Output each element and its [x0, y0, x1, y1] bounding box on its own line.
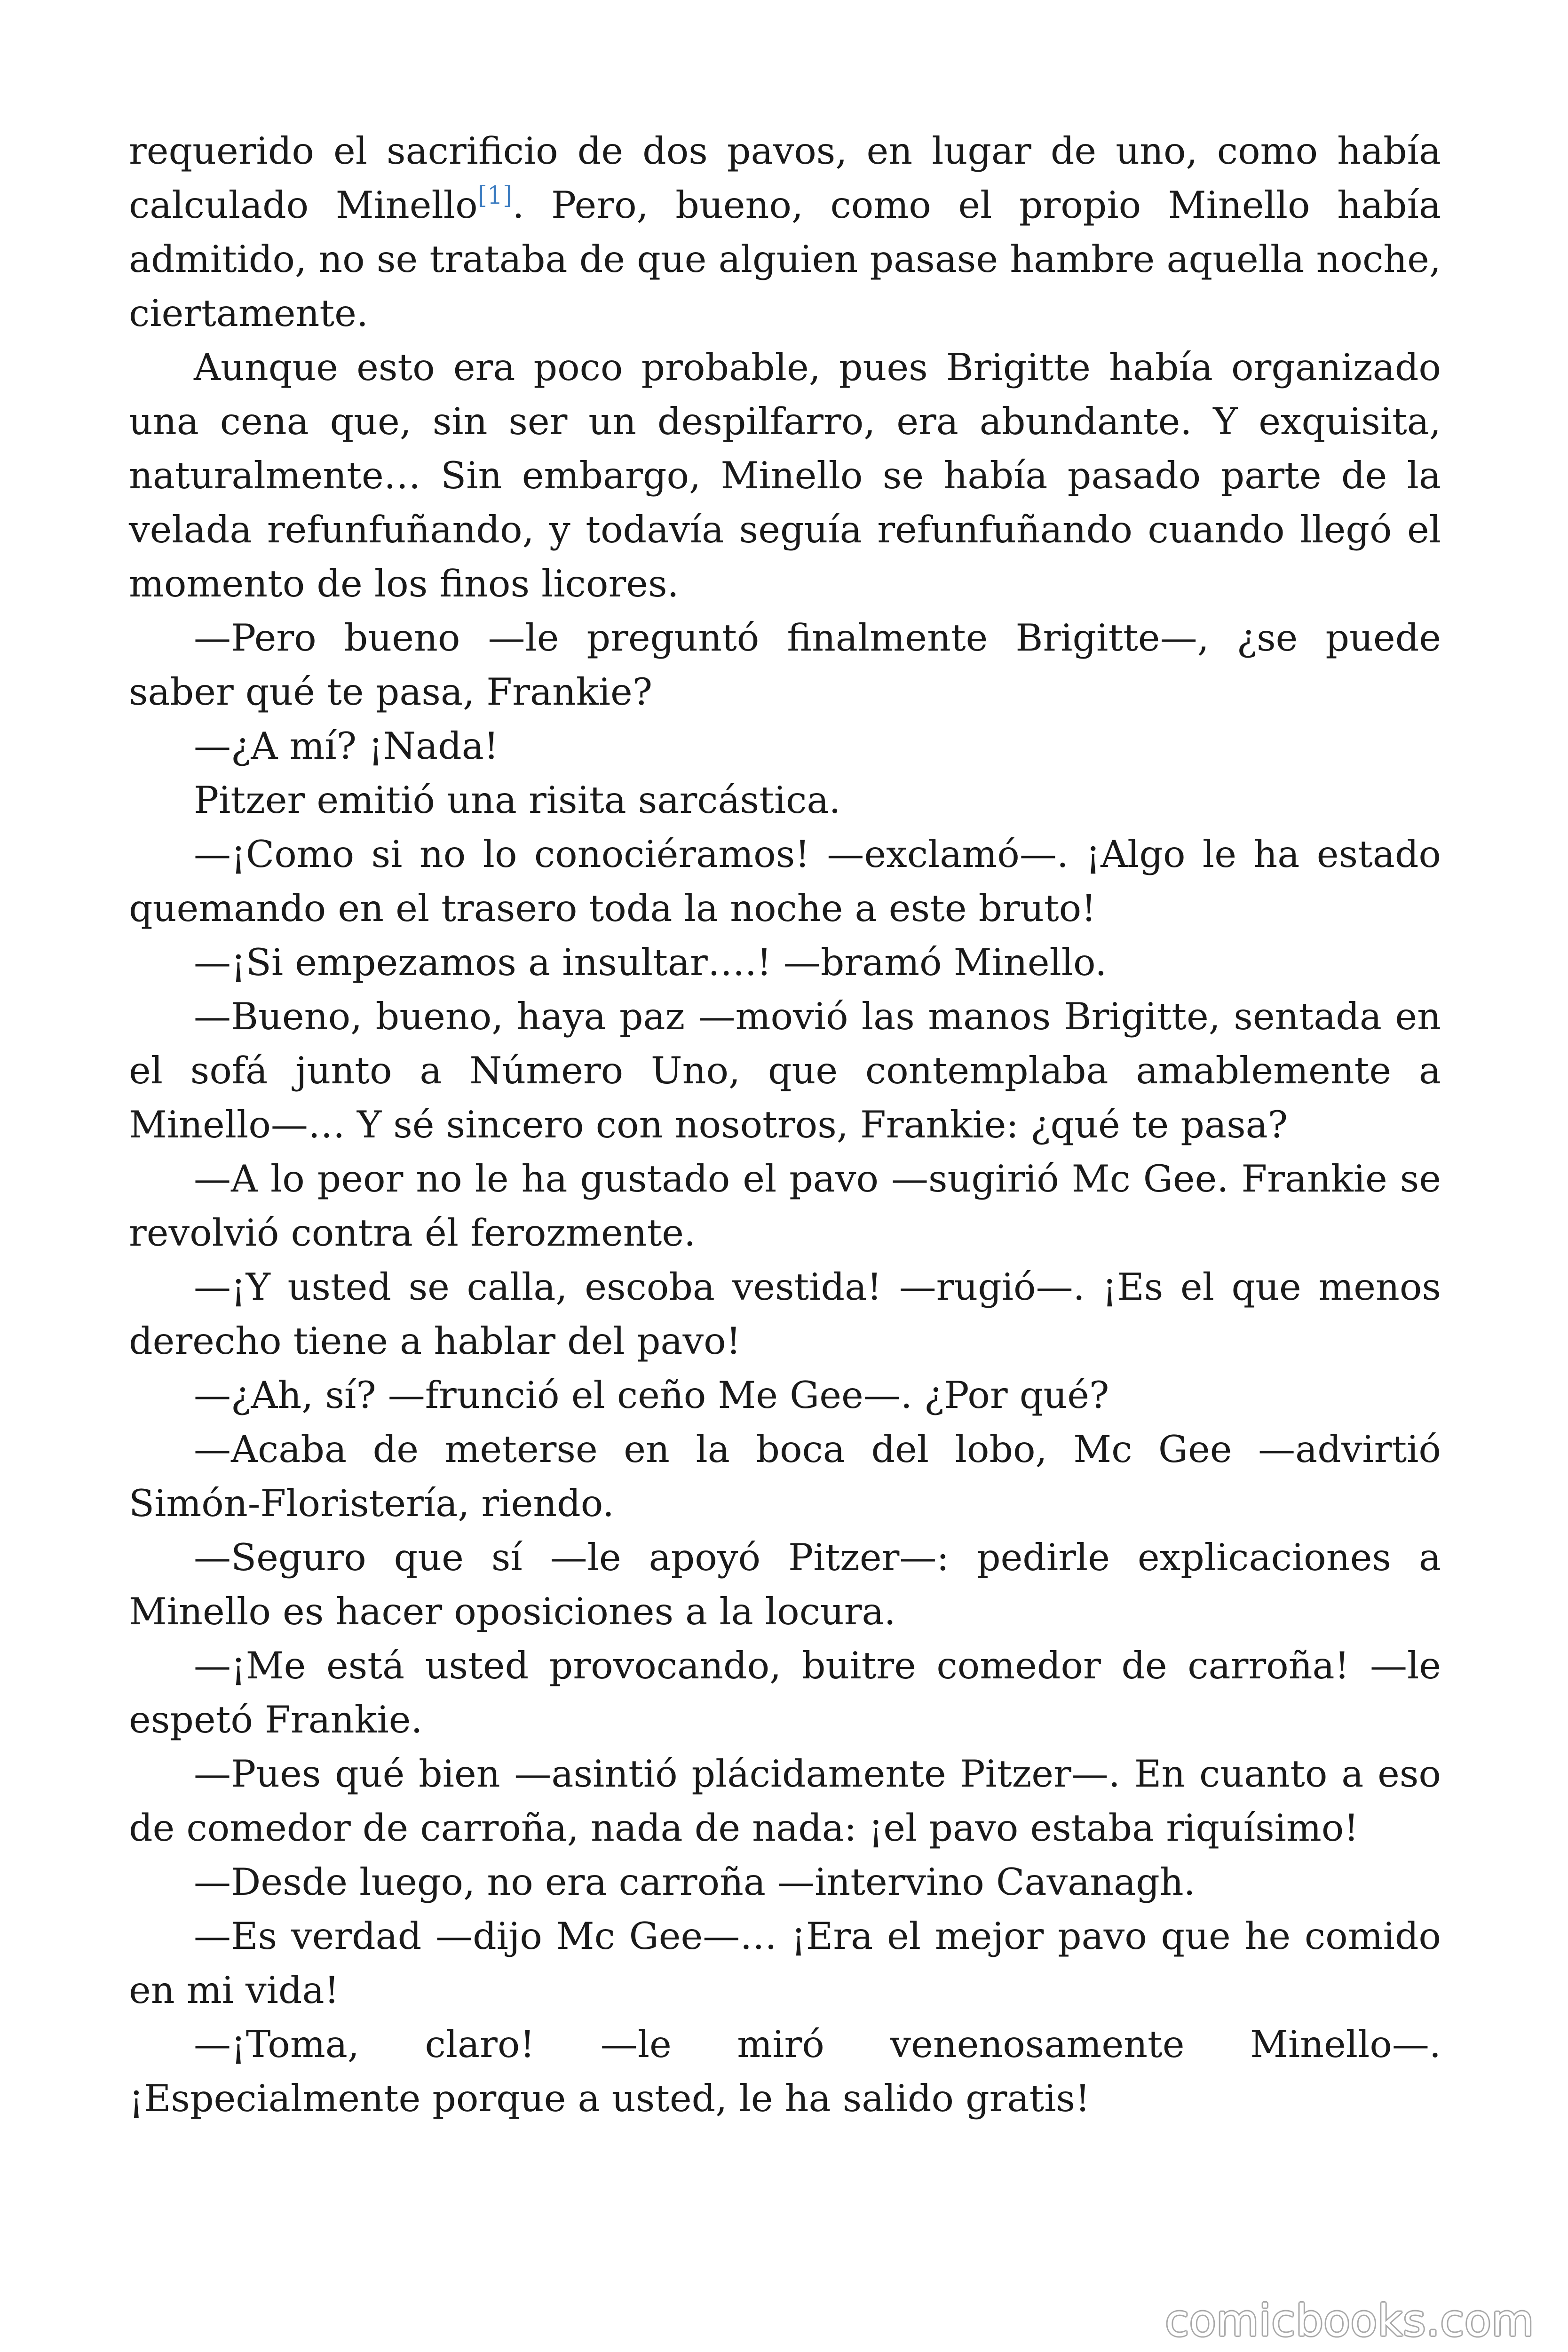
paragraph-14: —¡Me está usted provocando, buitre comedor de carroña! —le espetó Frankie. — [129, 1644, 1441, 1741]
book-page — [129, 124, 1441, 2126]
paragraph-6: —¡Como si no lo conociéramos! —exclamó—. ¡Algo le ha estado quemando en el trasero toda la noche a este bruto! — [129, 833, 1441, 930]
paragraph-16: —Desde luego, no era carroña —intervino Cavanagh. — [194, 1860, 1196, 1904]
paragraph-11: —¿Ah, sí? —frunció el ceño Me Gee—. ¿Por qué? — [194, 1374, 1109, 1417]
footnote-link[interactable]: [1] — [477, 182, 513, 210]
paragraph-15: —Pues qué bien —asintió plácidamente Pitzer—. En cuanto a eso de comedor de carroña, nada de nada: ¡el pavo estaba riquísimo! — [129, 1752, 1441, 1850]
watermark: comicbooks.com — [1165, 2296, 1534, 2346]
paragraph-7: —¡Si empezamos a insultar….! —bramó Minello. — [194, 941, 1107, 984]
paragraph-2: Aunque esto era poco probable, pues Brigitte había organizado una cena que, sin ser un despilfarro, era abundante. Y exquisita, naturalmente… Sin embargo, Minello se había pasado parte de la velada refunfuñando, y todavía seguía refunfuñando cuando llegó el momento de los finos licores. — [129, 346, 1441, 605]
paragraph-1-text-b: . Pero, bueno, como el propio Minello había admitido, no se trataba de que alguien pasase hambre aquella noche, ciertamente. — [129, 183, 1441, 335]
paragraph-12: —Acaba de meterse en la boca del lobo, Mc Gee —advirtió Simón-Floristería, riendo. — [129, 1428, 1441, 1525]
paragraph-10: —¡Y usted se calla, escoba vestida! —rugió—. ¡Es el que menos derecho tiene a hablar del pavo! — [129, 1265, 1441, 1363]
paragraph-17: —Es verdad —dijo Mc Gee—… ¡Era el mejor pavo que he comido en mi vida! — [129, 1915, 1441, 2012]
paragraph-1 — [129, 124, 1441, 341]
paragraph-18: —¡Toma, claro! —le miró venenosamente Minello—. ¡Especialmente porque a usted, le ha salido gratis! — [129, 2023, 1441, 2120]
paragraph-1-text-a: requerido el sacrificio de dos pavos, en lugar de uno, como había calculado Minello — [129, 129, 1441, 227]
paragraph-5: Pitzer emitió una risita sarcástica. — [194, 779, 841, 822]
paragraph-9: —A lo peor no le ha gustado el pavo —sugirió Mc Gee. Frankie se revolvió contra él ferozmente. — [129, 1157, 1441, 1255]
paragraph-13: —Seguro que sí —le apoyó Pitzer—: pedirle explicaciones a Minello es hacer oposiciones a la locura. — [129, 1536, 1441, 1633]
paragraph-8: —Bueno, bueno, haya paz —movió las manos Brigitte, sentada en el sofá junto a Número Uno, que contemplaba amablemente a Minello—… Y sé sincero con nosotros, Frankie: ¿qué te pasa? — [129, 995, 1441, 1146]
paragraph-4: —¿A mí? ¡Nada! — [194, 724, 499, 768]
paragraph-3: —Pero bueno —le preguntó finalmente Brigitte—, ¿se puede saber qué te pasa, Frankie? — [129, 616, 1441, 714]
